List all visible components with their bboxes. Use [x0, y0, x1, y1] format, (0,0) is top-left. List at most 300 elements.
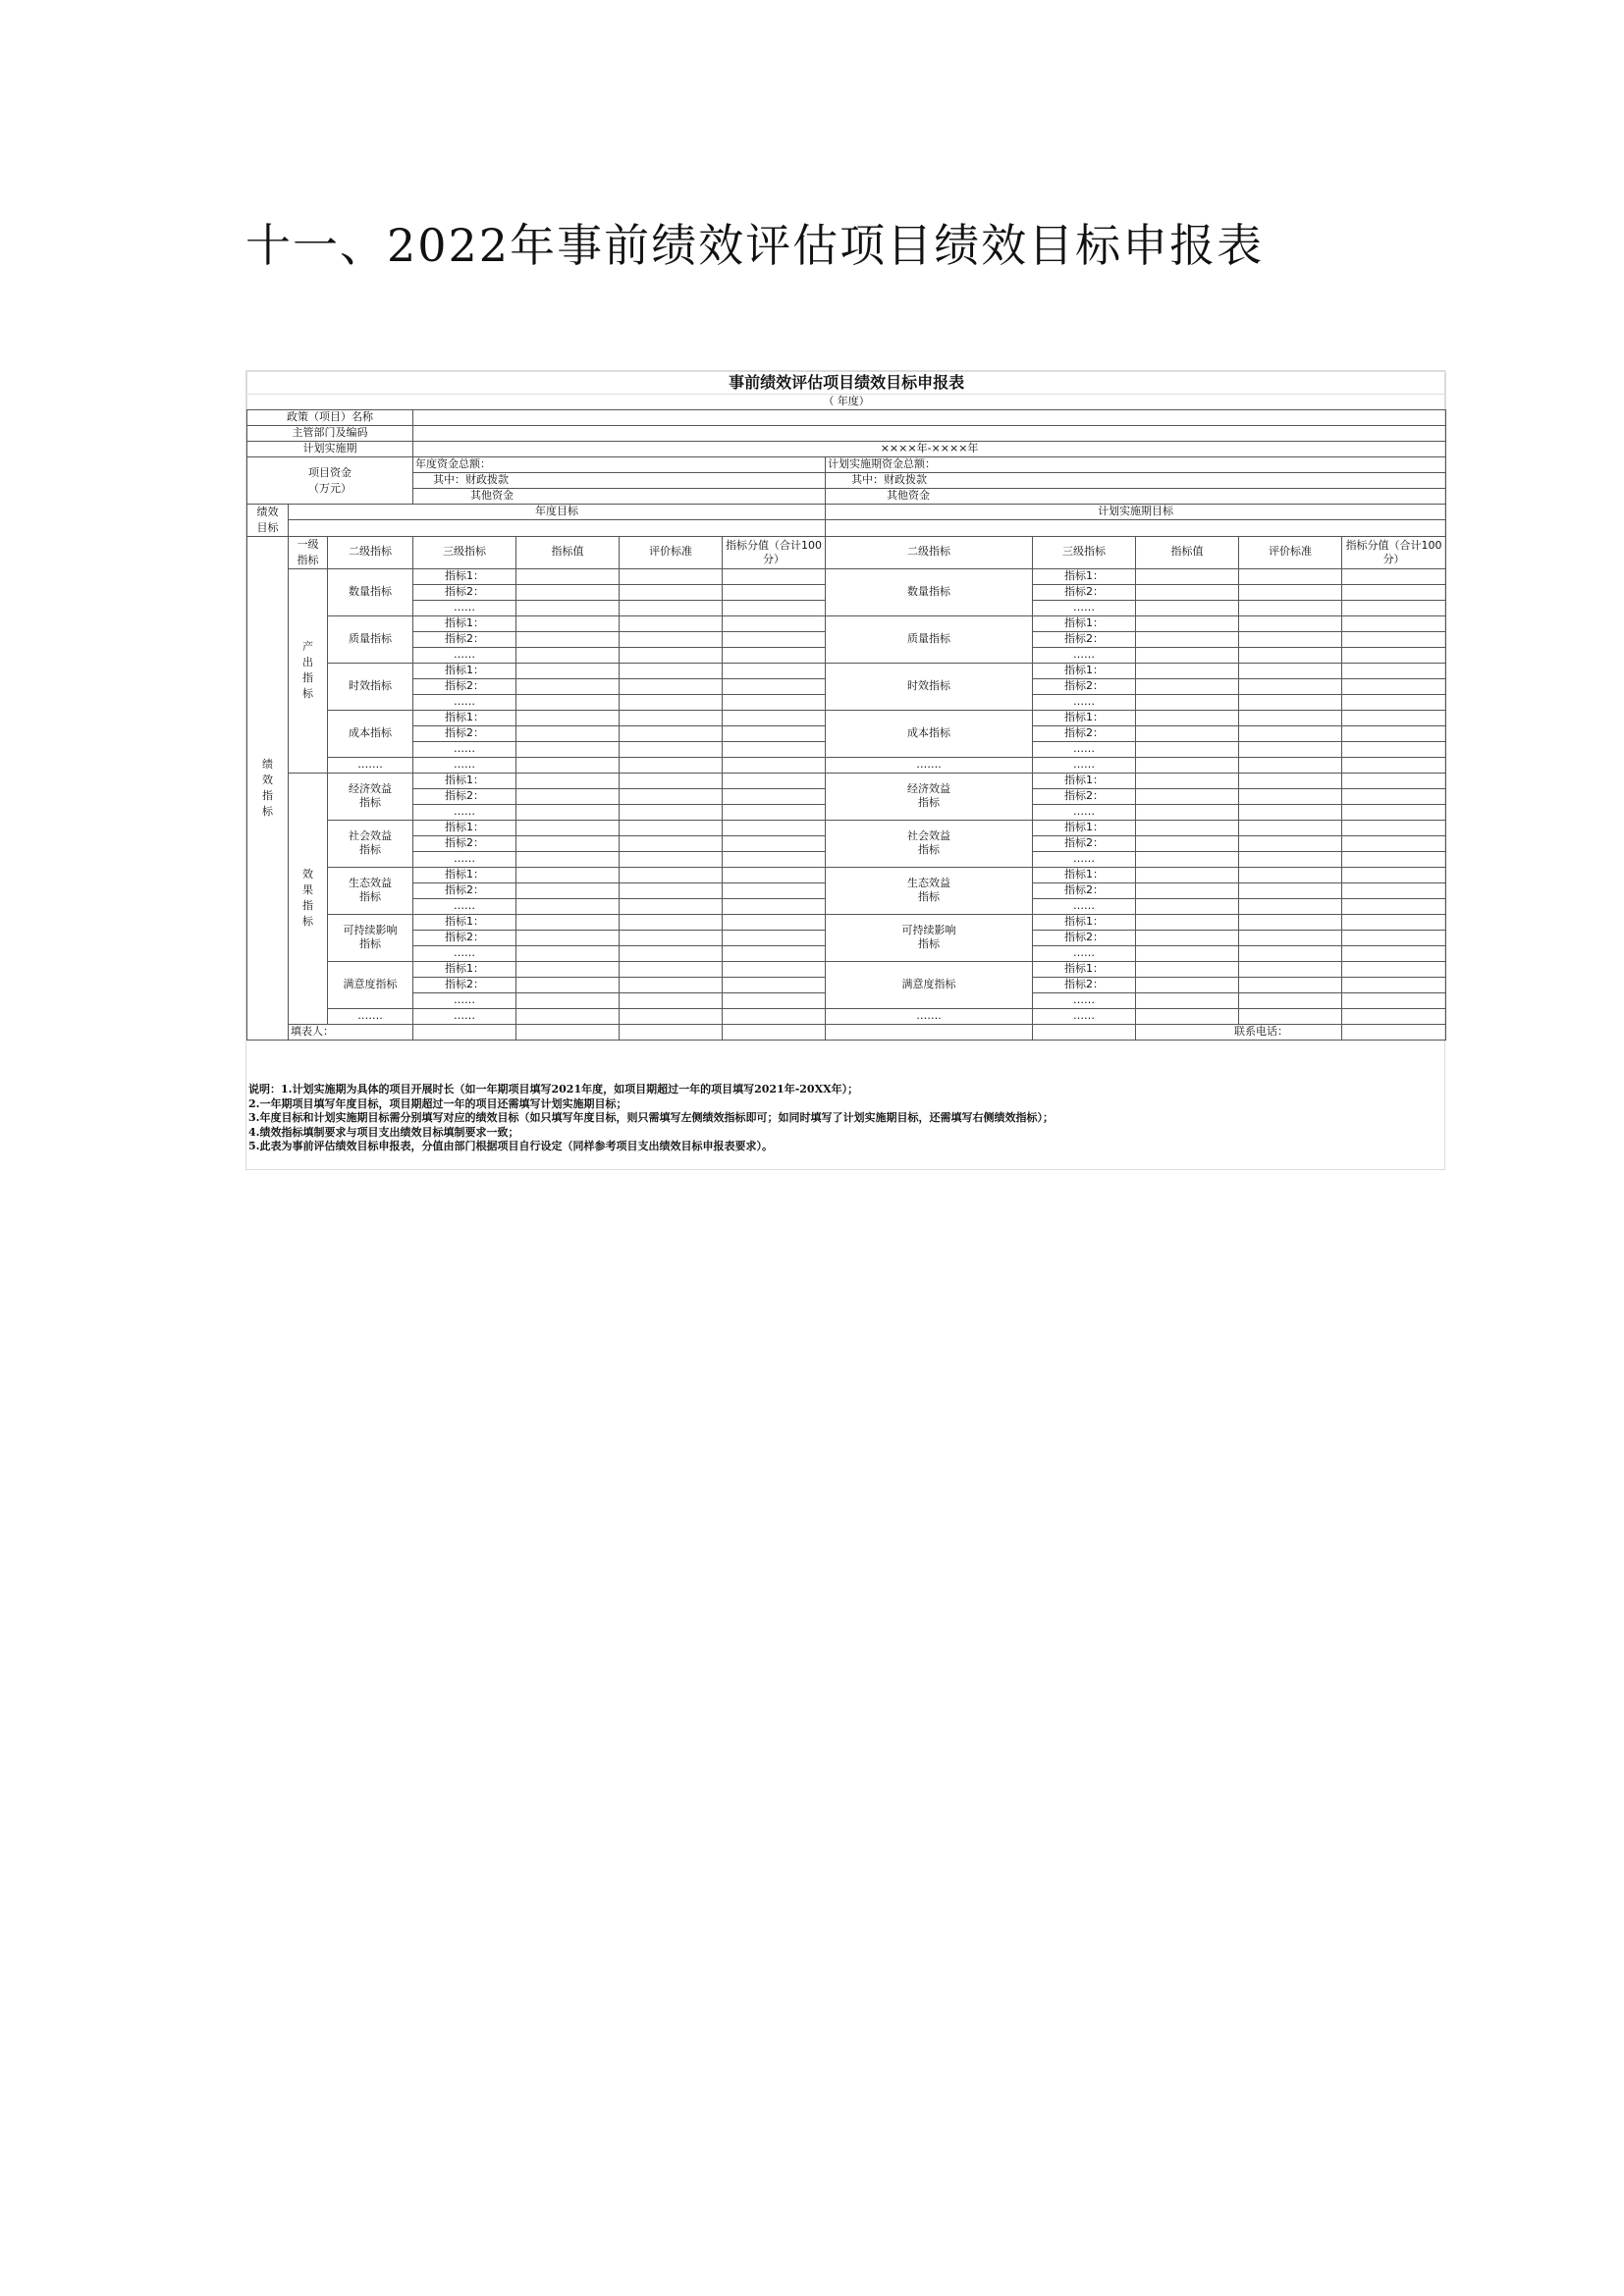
- plan-other-label: 其他资金: [826, 489, 1446, 505]
- indicator-score-right: [1342, 851, 1446, 867]
- performance-goal-form: [246, 371, 1446, 1041]
- evaluation-standard-right: [1239, 773, 1342, 788]
- plan-goal-value: [826, 520, 1446, 536]
- evaluation-standard: [620, 882, 723, 898]
- evaluation-standard: [620, 961, 723, 977]
- form-year-line: （ 年度）: [247, 395, 1446, 410]
- indicator-value-right: [1136, 678, 1239, 694]
- evaluation-standard-right: [1239, 615, 1342, 631]
- evaluation-standard: [620, 678, 723, 694]
- indicator-score-right: [1342, 757, 1446, 773]
- indicator-value: [516, 725, 620, 741]
- evaluation-standard-right: [1239, 977, 1342, 992]
- indicator-value: [516, 741, 620, 757]
- form-title: 事前绩效评估项目绩效目标申报表: [247, 372, 1446, 395]
- level3-more-right: ……: [1033, 1008, 1136, 1024]
- level2-indicator: 时效指标: [328, 663, 413, 710]
- level3-item: ……: [413, 741, 516, 757]
- evaluation-standard: [620, 835, 723, 851]
- period-value: ××××年-××××年: [413, 442, 1446, 457]
- filler-gap-1: [516, 1024, 620, 1040]
- level3-item: 指标1：: [413, 820, 516, 835]
- level3-item-right: 指标1：: [1033, 867, 1136, 882]
- indicator-score-right: [1342, 867, 1446, 882]
- indicator-score-right: [1342, 930, 1446, 945]
- indicator-value-right: [1136, 710, 1239, 725]
- indicator-score: [723, 663, 826, 678]
- evaluation-standard: [620, 710, 723, 725]
- level3-item-right: 指标1：: [1033, 961, 1136, 977]
- col-value: 指标值: [516, 536, 620, 568]
- filler-gap-2: [620, 1024, 723, 1040]
- evaluation-standard: [620, 631, 723, 647]
- indicator-score-right: [1342, 663, 1446, 678]
- goal-label: 绩效 目标: [247, 505, 289, 537]
- indicator-value-right: [1136, 835, 1239, 851]
- plan-goal-label: 计划实施期目标: [826, 505, 1446, 520]
- indicator-score-right: [1342, 600, 1446, 615]
- evaluation-standard-right: [1239, 663, 1342, 678]
- level3-item-right: ……: [1033, 945, 1136, 961]
- indicator-score: [723, 615, 826, 631]
- filler-label: 填表人：: [289, 1024, 413, 1040]
- indicator-score-right: [1342, 584, 1446, 600]
- page-heading: 十一、2022年事前绩效评估项目绩效目标申报表: [245, 219, 1265, 272]
- note-line-1: 说明：1.计划实施期为具体的项目开展时长（如一年期项目填写2021年度，如项目期超过一年的项目填写2021年-20XX年）；: [248, 1083, 859, 1095]
- level2-more: …….: [328, 757, 413, 773]
- level2-indicator: 经济效益 指标: [328, 773, 413, 820]
- evaluation-standard: [620, 741, 723, 757]
- evaluation-standard: [620, 568, 723, 584]
- level3-item-right: ……: [1033, 600, 1136, 615]
- level3-item: 指标2：: [413, 584, 516, 600]
- evaluation-standard-right: [1239, 678, 1342, 694]
- indicator-value-right: [1136, 757, 1239, 773]
- level2-indicator: 质量指标: [328, 615, 413, 663]
- indicator-score: [723, 992, 826, 1008]
- level3-item: ……: [413, 694, 516, 710]
- indicator-score-right: [1342, 741, 1446, 757]
- level3-item: 指标2：: [413, 631, 516, 647]
- level3-item-right: 指标2：: [1033, 678, 1136, 694]
- indicator-value: [516, 584, 620, 600]
- level2-indicator-right: 时效指标: [826, 663, 1033, 710]
- phone-gap-1: [1342, 1024, 1446, 1040]
- level2-indicator: 可持续影响 指标: [328, 914, 413, 961]
- level3-item: 指标2：: [413, 977, 516, 992]
- evaluation-standard: [620, 820, 723, 835]
- evaluation-standard: [620, 647, 723, 663]
- indicator-value: [516, 600, 620, 615]
- evaluation-standard-right: [1239, 647, 1342, 663]
- col-level3: 三级指标: [413, 536, 516, 568]
- indicator-score: [723, 600, 826, 615]
- level3-item-right: 指标2：: [1033, 584, 1136, 600]
- level3-item: 指标2：: [413, 725, 516, 741]
- level3-item: 指标1：: [413, 914, 516, 930]
- annual-fiscal-label: 其中：财政拨款: [413, 473, 826, 489]
- level2-more-right: …….: [826, 1008, 1033, 1024]
- indicator-score-right: [1342, 882, 1446, 898]
- col-level2-right: 二级指标: [826, 536, 1033, 568]
- indicator-value-right: [1136, 882, 1239, 898]
- annual-goal-value: [289, 520, 826, 536]
- indicator-score: [723, 710, 826, 725]
- funds-label: 项目资金 （万元）: [247, 457, 413, 505]
- indicator-score: [723, 977, 826, 992]
- indicator-value-right: [1136, 647, 1239, 663]
- level2-indicator: 成本指标: [328, 710, 413, 757]
- evaluation-standard-right: [1239, 600, 1342, 615]
- indicator-value-right: [1136, 788, 1239, 804]
- indicator-score: [723, 725, 826, 741]
- perf-indicator-label: 绩 效 指 标: [247, 536, 289, 1040]
- level3-item-right: 指标1：: [1033, 773, 1136, 788]
- indicator-score-right: [1342, 820, 1446, 835]
- level3-item-right: 指标1：: [1033, 914, 1136, 930]
- evaluation-standard-right: [1239, 898, 1342, 914]
- evaluation-standard-right: [1239, 851, 1342, 867]
- indicator-value: [516, 694, 620, 710]
- level2-indicator-right: 满意度指标: [826, 961, 1033, 1008]
- level3-item-right: ……: [1033, 992, 1136, 1008]
- evaluation-standard: [620, 788, 723, 804]
- indicator-value-right: [1136, 914, 1239, 930]
- indicator-value-right: [1136, 961, 1239, 977]
- indicator-value: [516, 663, 620, 678]
- indicator-value-right: [1136, 584, 1239, 600]
- indicator-value: [516, 678, 620, 694]
- evaluation-standard-right: [1239, 631, 1342, 647]
- indicator-value-right: [1136, 600, 1239, 615]
- indicator-score-right: [1342, 725, 1446, 741]
- level2-indicator: 社会效益 指标: [328, 820, 413, 867]
- evaluation-standard: [620, 851, 723, 867]
- level3-item-right: ……: [1033, 647, 1136, 663]
- indicator-value: [516, 647, 620, 663]
- col-value-right: 指标值: [1136, 536, 1239, 568]
- annual-total-label: 年度资金总额：: [413, 457, 826, 473]
- policy-name-value: [413, 410, 1446, 426]
- level3-more: ……: [413, 757, 516, 773]
- evaluation-standard: [620, 992, 723, 1008]
- level3-item-right: 指标1：: [1033, 820, 1136, 835]
- indicator-value: [516, 961, 620, 977]
- level3-item: 指标2：: [413, 788, 516, 804]
- evaluation-standard: [620, 773, 723, 788]
- level1-indicator: 产 出 指 标: [289, 568, 328, 773]
- evaluation-standard: [620, 804, 723, 820]
- level3-item: 指标2：: [413, 882, 516, 898]
- evaluation-standard-right: [1239, 725, 1342, 741]
- indicator-score: [723, 584, 826, 600]
- indicator-value-right: [1136, 663, 1239, 678]
- evaluation-standard: [620, 694, 723, 710]
- plan-total-label: 计划实施期资金总额：: [826, 457, 1446, 473]
- level3-item-right: 指标2：: [1033, 930, 1136, 945]
- annual-other-label: 其他资金: [413, 489, 826, 505]
- level3-item-right: ……: [1033, 898, 1136, 914]
- indicator-score: [723, 773, 826, 788]
- level3-item: 指标2：: [413, 930, 516, 945]
- evaluation-standard: [620, 930, 723, 945]
- indicator-value-right: [1136, 867, 1239, 882]
- indicator-score: [723, 898, 826, 914]
- indicator-value-right: [1136, 977, 1239, 992]
- indicator-score-right: [1342, 961, 1446, 977]
- indicator-value: [516, 945, 620, 961]
- indicator-value: [516, 615, 620, 631]
- level3-item-right: 指标2：: [1033, 882, 1136, 898]
- evaluation-standard: [620, 898, 723, 914]
- level1-indicator: 效 果 指 标: [289, 773, 328, 1024]
- indicator-score-right: [1342, 835, 1446, 851]
- indicator-score: [723, 882, 826, 898]
- col-score-right: 指标分值（合计100分）: [1342, 536, 1446, 568]
- indicator-value: [516, 1008, 620, 1024]
- level2-indicator-right: 经济效益 指标: [826, 773, 1033, 820]
- level2-indicator-right: 质量指标: [826, 615, 1033, 663]
- level3-item-right: 指标1：: [1033, 663, 1136, 678]
- indicator-score-right: [1342, 804, 1446, 820]
- evaluation-standard: [620, 615, 723, 631]
- level3-item: ……: [413, 600, 516, 615]
- level2-more: …….: [328, 1008, 413, 1024]
- period-label: 计划实施期: [247, 442, 413, 457]
- indicator-value: [516, 788, 620, 804]
- indicator-score-right: [1342, 694, 1446, 710]
- col-score: 指标分值（合计100分）: [723, 536, 826, 568]
- indicator-value: [516, 851, 620, 867]
- indicator-score: [723, 945, 826, 961]
- indicator-score: [723, 851, 826, 867]
- dept-label: 主管部门及编码: [247, 426, 413, 442]
- level2-indicator-right: 生态效益 指标: [826, 867, 1033, 914]
- indicator-value: [516, 977, 620, 992]
- indicator-value: [516, 773, 620, 788]
- level3-item: 指标1：: [413, 568, 516, 584]
- form-sheet: [245, 370, 1445, 1170]
- filler-gap-5: [1033, 1024, 1136, 1040]
- level2-indicator: 满意度指标: [328, 961, 413, 1008]
- indicator-value: [516, 820, 620, 835]
- evaluation-standard-right: [1239, 1008, 1342, 1024]
- level3-item-right: 指标1：: [1033, 615, 1136, 631]
- indicator-score-right: [1342, 615, 1446, 631]
- col-level2: 二级指标: [328, 536, 413, 568]
- indicator-value: [516, 882, 620, 898]
- note-line-4: 4.绩效指标填制要求与项目支出绩效目标填制要求一致；: [248, 1125, 519, 1139]
- evaluation-standard-right: [1239, 694, 1342, 710]
- evaluation-standard-right: [1239, 961, 1342, 977]
- indicator-score-right: [1342, 568, 1446, 584]
- level3-item: 指标1：: [413, 867, 516, 882]
- evaluation-standard: [620, 945, 723, 961]
- indicator-score-right: [1342, 631, 1446, 647]
- indicator-score: [723, 741, 826, 757]
- level3-item: 指标1：: [413, 663, 516, 678]
- level3-item-right: 指标2：: [1033, 725, 1136, 741]
- indicator-score: [723, 788, 826, 804]
- level3-item-right: ……: [1033, 804, 1136, 820]
- level3-item-right: ……: [1033, 694, 1136, 710]
- indicator-score: [723, 631, 826, 647]
- indicator-score: [723, 930, 826, 945]
- level3-item: ……: [413, 992, 516, 1008]
- level3-item-right: ……: [1033, 851, 1136, 867]
- level3-item: ……: [413, 647, 516, 663]
- annual-goal-label: 年度目标: [289, 505, 826, 520]
- indicator-value: [516, 568, 620, 584]
- level2-indicator-right: 成本指标: [826, 710, 1033, 757]
- evaluation-standard-right: [1239, 992, 1342, 1008]
- level3-item: 指标1：: [413, 961, 516, 977]
- indicator-score-right: [1342, 914, 1446, 930]
- indicator-score-right: [1342, 678, 1446, 694]
- level2-more-right: …….: [826, 757, 1033, 773]
- indicator-value-right: [1136, 1008, 1239, 1024]
- indicator-score: [723, 867, 826, 882]
- dept-value: [413, 426, 1446, 442]
- evaluation-standard: [620, 914, 723, 930]
- level3-item: ……: [413, 804, 516, 820]
- level3-item: ……: [413, 945, 516, 961]
- indicator-score-right: [1342, 1008, 1446, 1024]
- level3-more: ……: [413, 1008, 516, 1024]
- evaluation-standard-right: [1239, 820, 1342, 835]
- indicator-value-right: [1136, 725, 1239, 741]
- indicator-value: [516, 804, 620, 820]
- indicator-score: [723, 1008, 826, 1024]
- indicator-value-right: [1136, 945, 1239, 961]
- level3-item-right: 指标1：: [1033, 710, 1136, 725]
- level2-indicator: 数量指标: [328, 568, 413, 615]
- indicator-score: [723, 647, 826, 663]
- evaluation-standard: [620, 600, 723, 615]
- indicator-value: [516, 930, 620, 945]
- indicator-value-right: [1136, 898, 1239, 914]
- level3-item: 指标1：: [413, 710, 516, 725]
- indicator-score: [723, 961, 826, 977]
- evaluation-standard-right: [1239, 757, 1342, 773]
- col-standard: 评价标准: [620, 536, 723, 568]
- indicator-value-right: [1136, 694, 1239, 710]
- level3-item: 指标1：: [413, 615, 516, 631]
- notes: [248, 1083, 1054, 1154]
- evaluation-standard: [620, 977, 723, 992]
- level3-item: 指标1：: [413, 773, 516, 788]
- indicator-score: [723, 835, 826, 851]
- evaluation-standard-right: [1239, 584, 1342, 600]
- indicator-score-right: [1342, 788, 1446, 804]
- indicator-value-right: [1136, 992, 1239, 1008]
- level3-item: ……: [413, 851, 516, 867]
- evaluation-standard-right: [1239, 741, 1342, 757]
- indicator-value-right: [1136, 568, 1239, 584]
- level3-item: ……: [413, 898, 516, 914]
- evaluation-standard-right: [1239, 835, 1342, 851]
- filler-gap-3: [723, 1024, 826, 1040]
- level3-item: 指标2：: [413, 835, 516, 851]
- indicator-score-right: [1342, 898, 1446, 914]
- level3-item-right: 指标2：: [1033, 977, 1136, 992]
- indicator-score-right: [1342, 710, 1446, 725]
- evaluation-standard-right: [1239, 788, 1342, 804]
- indicator-value: [516, 631, 620, 647]
- note-line-5: 5.此表为事前评估绩效目标申报表，分值由部门根据项目自行设定（同样参考项目支出绩效目标申报表要求）。: [248, 1140, 773, 1152]
- level3-item-right: 指标2：: [1033, 788, 1136, 804]
- evaluation-standard-right: [1239, 914, 1342, 930]
- indicator-score: [723, 820, 826, 835]
- phone-label: 联系电话：: [1136, 1024, 1342, 1040]
- indicator-score: [723, 568, 826, 584]
- level2-indicator-right: 可持续影响 指标: [826, 914, 1033, 961]
- indicator-value: [516, 710, 620, 725]
- indicator-score: [723, 694, 826, 710]
- indicator-value-right: [1136, 930, 1239, 945]
- evaluation-standard-right: [1239, 867, 1342, 882]
- level2-indicator: 生态效益 指标: [328, 867, 413, 914]
- indicator-value: [516, 757, 620, 773]
- indicator-value-right: [1136, 615, 1239, 631]
- col-level1: 一级 指标: [289, 536, 328, 568]
- evaluation-standard-right: [1239, 710, 1342, 725]
- indicator-score: [723, 914, 826, 930]
- filler-gap-4: [826, 1024, 1033, 1040]
- evaluation-standard-right: [1239, 804, 1342, 820]
- evaluation-standard-right: [1239, 882, 1342, 898]
- indicator-score: [723, 678, 826, 694]
- level3-item-right: ……: [1033, 741, 1136, 757]
- indicator-value: [516, 898, 620, 914]
- evaluation-standard-right: [1239, 930, 1342, 945]
- evaluation-standard: [620, 1008, 723, 1024]
- indicator-value-right: [1136, 804, 1239, 820]
- indicator-value-right: [1136, 631, 1239, 647]
- level3-more-right: ……: [1033, 757, 1136, 773]
- evaluation-standard: [620, 867, 723, 882]
- indicator-score-right: [1342, 977, 1446, 992]
- indicator-value: [516, 835, 620, 851]
- indicator-value: [516, 992, 620, 1008]
- indicator-value-right: [1136, 741, 1239, 757]
- level3-item: 指标2：: [413, 678, 516, 694]
- level3-item-right: 指标2：: [1033, 835, 1136, 851]
- indicator-score-right: [1342, 773, 1446, 788]
- indicator-score: [723, 804, 826, 820]
- filler-value: [413, 1024, 516, 1040]
- level3-item-right: 指标2：: [1033, 631, 1136, 647]
- plan-fiscal-label: 其中：财政拨款: [826, 473, 1446, 489]
- indicator-value-right: [1136, 820, 1239, 835]
- indicator-score-right: [1342, 945, 1446, 961]
- level2-indicator-right: 社会效益 指标: [826, 820, 1033, 867]
- policy-name-label: 政策（项目）名称: [247, 410, 413, 426]
- note-line-3: 3.年度目标和计划实施期目标需分别填写对应的绩效目标（如只填写年度目标，则只需填写左侧绩效指标即可；如同时填写了计划实施期目标，还需填写右侧绩效指标）；: [248, 1111, 1054, 1124]
- evaluation-standard-right: [1239, 568, 1342, 584]
- indicator-value-right: [1136, 773, 1239, 788]
- indicator-value: [516, 914, 620, 930]
- indicator-value: [516, 867, 620, 882]
- evaluation-standard: [620, 725, 723, 741]
- indicator-score-right: [1342, 992, 1446, 1008]
- evaluation-standard: [620, 584, 723, 600]
- indicator-score-right: [1342, 647, 1446, 663]
- indicator-score: [723, 757, 826, 773]
- col-standard-right: 评价标准: [1239, 536, 1342, 568]
- indicator-value-right: [1136, 851, 1239, 867]
- level2-indicator-right: 数量指标: [826, 568, 1033, 615]
